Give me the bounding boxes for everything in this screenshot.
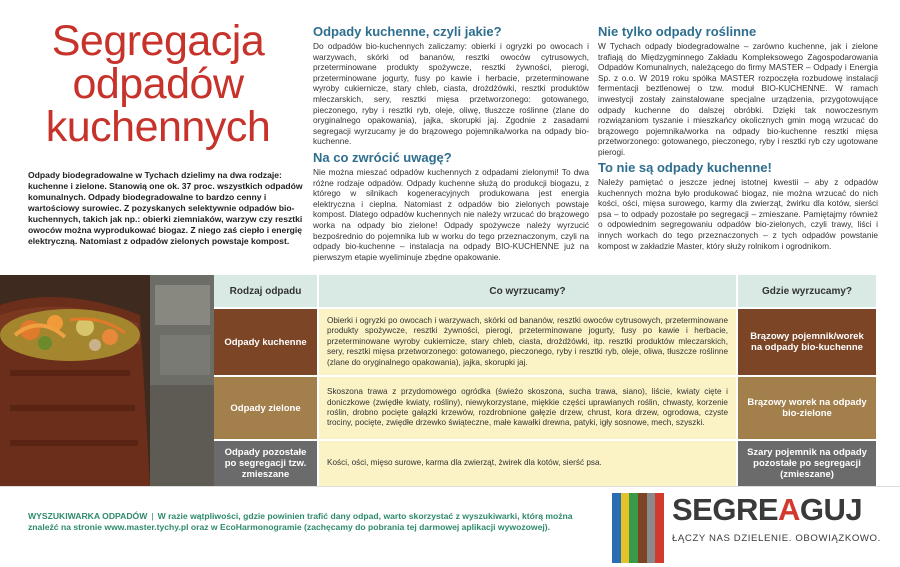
- row-where: Brązowy pojemnik/worek na odpady bio-kuchenne: [738, 309, 876, 375]
- logo-word: [672, 493, 882, 527]
- stripe-yellow: [621, 493, 630, 563]
- title-line-3: kuchennych: [45, 103, 271, 151]
- search-label: WYSZUKIWARKA ODPADÓW: [28, 511, 148, 521]
- stripe-green: [629, 493, 638, 563]
- section-body: Do odpadów bio-kuchennych zaliczamy: obierki i ogryzki po owocach i warzywach, skórki od bananów, resztki owoców cytrusowych, przeterminowane produkty spożywcze, resztki żywności, pierogi, przeterminowane jogurty, fusy po kawie i herbacie, przeterminowane wyroby cukiernicze, stary chleb, ciasta, drożdżówki, resztki produktów mleczarskich, sery, resztki mięsa przetworzonego: gotowanego, pieczonego, ryby i resztki ryb, oleje, oliwę, tłuszcze roślinne (zlane do oryginalnego opakowania), jajka, skorupki jaj. Zgodnie z zasadami segregacji wyrzucamy je do brązowego pojemnika/worka na odpady bio-kuchenne.: [313, 41, 589, 147]
- table-header-row: [214, 275, 876, 307]
- table-row: [214, 441, 876, 486]
- stripe-brown: [638, 493, 647, 563]
- search-info: [28, 511, 604, 533]
- color-stripes: [612, 493, 664, 563]
- row-where: Szary pojemnik na odpady pozostałe po segregacji (zmieszane): [738, 441, 876, 486]
- section-body: Należy pamiętać o jeszcze jednej istotnej kwestii – aby z odpadów kuchennych można było produkować biogaz, nie można wrzucać do nich kości, ości, mięsa surowego, karmy dla zwierząt, żwirku dla kotów, sierści psa – to odpady pozostałe po segregacji – zmieszane. Pamiętajmy również o odpowiednim segregowaniu odpadów bio-zielonych, czyli trawy, liści i innych workach do tego przeznaczonych – z tych odpadów powstanie kompost w zakładzie Master, który służy rolnikom i ogrodnikom.: [598, 177, 878, 251]
- header-gdzie: Gdzie wyrzucamy?: [738, 275, 876, 307]
- stripe-blue: [612, 493, 621, 563]
- stripe-red: [655, 493, 664, 563]
- table-row: [214, 377, 876, 439]
- row-type: Odpady pozostałe po segregacji tzw. zmieszane: [214, 441, 317, 486]
- section-czyli-jakie: [313, 24, 589, 151]
- section-heading: Nie tylko odpady roślinne: [598, 24, 757, 39]
- search-separator: |: [151, 511, 154, 521]
- row-what: Obierki i ogryzki po owocach i warzywach, skórki od bananów, resztki owoców cytrusowych, przeterminowane produkty spożywcze, resztki żywności, pierogi, przeterminowane jogurty, fusy po kawie i herbacie, przeterminowane wyroby cukiernicze, stary chleb, ciasta, drożdżówki, itp. resztki produktów mleczarskich, sery, resztki mięsa przetworzonego: gotowanego, pieczonego, ryby i resztki ryb, oleje, oliwa, tłuszcze roślinne (zlane do oryginalnego opakowania), jajka, skorupki jaj.: [319, 309, 736, 375]
- compost-bin-illustration: [0, 275, 214, 486]
- header-rodzaj: Rodzaj odpadu: [214, 275, 317, 307]
- section-to-nie-sa: [598, 160, 878, 255]
- row-what: Skoszona trawa z przydomowego ogródka (świeżo skoszona, sucha trawa, siano), liście, kwiaty cięte i doniczkowe (zwiędłe kwiaty, rośliny), niewykorzystane, miękkie części uprawianych roślin, chwasty, korzenie roślin, drobno pocięte gałązki krzewów, rozdrobnione gałęzie drzew, chrust, kora drzew, ogrodowa, czyste trociny, pocięte, zwiędłe drzewko świąteczne, małe kawałki drewna, patyki, igły sosnowe, mech, szyszki.: [319, 377, 736, 439]
- section-body: Nie można mieszać odpadów kuchennych z odpadami zielonymi! To dwa różne rodzaje odpadów. Odpady kuchenne służą do produkcji biogazu, z którego w silnikach kogeneracyjnych produkowana jest energia elektryczna i cieplna. Natomiast z odpadów bio zielonych powstaje kompost. Dlatego odpadów kuchennych nie należy wrzucać do brązowego worka na odpady bio zielone! Odpady spożywcze należy wyrzucić bezpośrednio do pojemnika lub w worku do tego przeznaczonym, czyli na odpady bio-kuchenne – instalacja na odpady BIO-KUCHENNE już na pierwszym etapie wyeliminuje zbędne opakowanie.: [313, 167, 589, 262]
- logo-word-start: SEGRE: [672, 492, 779, 527]
- intro-paragraph: Odpady biodegradowalne w Tychach dzielimy na dwa rodzaje: kuchenne i zielone. Stanowią one ok. 37 proc. wszystkich odpadów komunalnych. Odpady biodegradowalne to bardzo cenny i wartościowy surowiec. Z pozyskanych selektywnie odpadów bio-kuchennych, takich jak np.: obierki ziemniaków, warzyw czy resztki owoców można wyprodukować biogaz. Z niego zaś ciepło i energię elektryczną. Natomiast z odpadów zielonych powstaje kompost.: [28, 170, 303, 246]
- logo-tagline: ŁĄCZY NAS DZIELENIE. OBOWIĄZKOWO.: [672, 533, 881, 544]
- title-line-2: odpadów: [72, 60, 244, 108]
- section-heading: Odpady kuchenne, czyli jakie?: [313, 24, 502, 39]
- logo-word-accent: A: [778, 492, 800, 527]
- header-co: Co wyrzucamy?: [319, 275, 736, 307]
- waste-table: [214, 275, 876, 486]
- section-heading: Na co zwrócić uwagę?: [313, 150, 452, 165]
- row-what: Kości, ości, mięso surowe, karma dla zwierząt, żwirek dla kotów, sierść psa.: [319, 441, 736, 486]
- section-na-co: [313, 150, 589, 266]
- row-type: Odpady kuchenne: [214, 309, 317, 375]
- table-row: [214, 309, 876, 375]
- section-body: W Tychach odpady biodegradowalne – zarówno kuchenne, jak i zielone trafiają do Międzygminnego Zakładu Kompleksowego Zagospodarowania Odpadów Komunalnych, należącego do firmy MASTER – Odpady i Energia Sp. z o.o. W 2019 roku spółka MASTER rozpoczęła rozbudowę instalacji fermentacji beztlenowej o tzw. moduł BIO-KUCHENNE. W ramach inwestycji zostały zainstalowane specjalne urządzenia, przygotowujące odpady kuchenne do dalszej obróbki. Dzięki tak nowoczesnym rozwiązaniom tyszanie i mieszkańcy okolicznych gmin mogą wrzucać do brązowego pojemnika/worka na odpady bio-kuchenne resztki mięsa przetworzonego: gotowanego, pieczonego, ryby i resztki ryb czy ugotowane pierogi.: [598, 41, 878, 157]
- row-where: Brązowy worek na odpady bio-zielone: [738, 377, 876, 439]
- section-heading: To nie są odpady kuchenne!: [598, 160, 772, 175]
- section-nie-tylko: [598, 24, 878, 162]
- footer-divider: [0, 486, 900, 487]
- search-text: W razie wątpliwości, gdzie powinien trafić dany odpad, warto skorzystać z wyszukiwarki, którą można znaleźć na stronie www.master.tychy.pl oraz w EcoHarmonogramie (zachęcamy do pobrania tej darmowej aplikacji wywozowej).: [28, 511, 573, 532]
- compost-bin-photo: [0, 275, 214, 486]
- logo-word-end: GUJ: [799, 492, 863, 527]
- row-type: Odpady zielone: [214, 377, 317, 439]
- stripe-gray: [647, 493, 656, 563]
- segreguj-logo: [672, 493, 882, 544]
- page-title: [22, 17, 294, 151]
- title-line-1: Segregacja: [51, 17, 265, 65]
